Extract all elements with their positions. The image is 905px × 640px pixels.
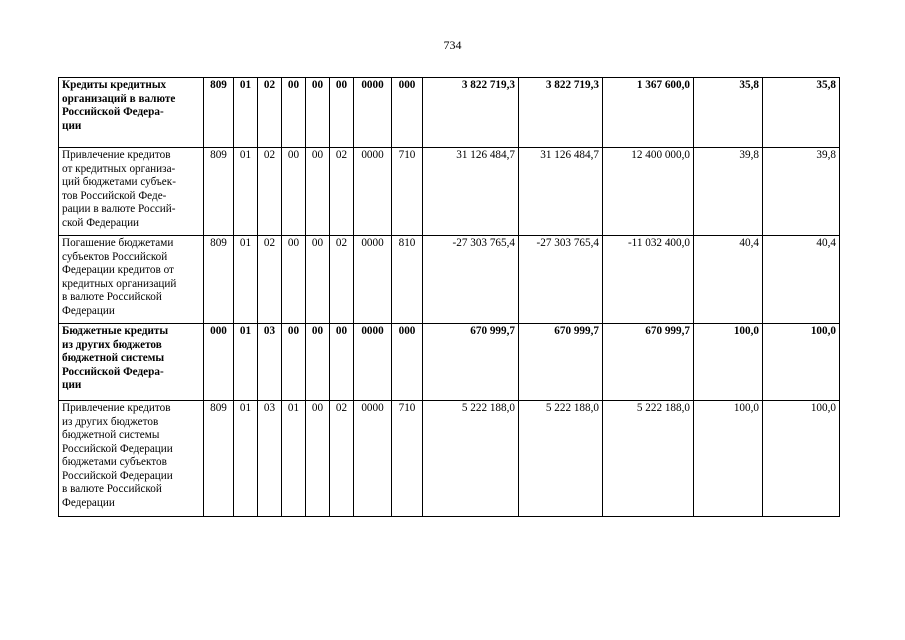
table-row [59,148,840,236]
code-group: 01 [234,401,258,517]
code-program: 0000 [354,324,392,401]
code-subgroup: 03 [258,401,282,517]
percent-col-2: 39,8 [763,148,840,236]
value-col-1: 3 822 719,3 [423,78,519,148]
value-col-2: 670 999,7 [519,324,603,401]
code-group: 01 [234,78,258,148]
code-article: 00 [282,324,306,401]
code-kosgu: 710 [392,148,423,236]
code-subgroup: 03 [258,324,282,401]
code-kosgu: 810 [392,236,423,324]
code-admin: 000 [204,324,234,401]
code-program: 0000 [354,148,392,236]
value-col-3: -11 032 400,0 [603,236,694,324]
code-admin: 809 [204,148,234,236]
code-admin: 809 [204,236,234,324]
value-col-3: 12 400 000,0 [603,148,694,236]
code-element: 02 [330,236,354,324]
value-col-3: 5 222 188,0 [603,401,694,517]
code-admin: 809 [204,401,234,517]
percent-col-2: 35,8 [763,78,840,148]
code-subgroup: 02 [258,236,282,324]
percent-col-2: 100,0 [763,401,840,517]
row-name: Погашение бюджетами субъектов Российской Федерации кредитов от кредитных организаций в валюте Российской Федерации [59,236,204,324]
percent-col-1: 40,4 [694,236,763,324]
code-kosgu: 000 [392,78,423,148]
code-group: 01 [234,324,258,401]
code-program: 0000 [354,401,392,517]
row-name: Бюджетные кредиты из других бюджетов бюджетной системы Российской Федера- ции [59,324,204,401]
table-row [59,236,840,324]
value-col-2: 3 822 719,3 [519,78,603,148]
value-col-1: 5 222 188,0 [423,401,519,517]
value-col-1: 31 126 484,7 [423,148,519,236]
code-kosgu: 000 [392,324,423,401]
value-col-2: -27 303 765,4 [519,236,603,324]
code-element: 00 [330,324,354,401]
code-program: 0000 [354,236,392,324]
code-kosgu: 710 [392,401,423,517]
value-col-3: 1 367 600,0 [603,78,694,148]
percent-col-1: 39,8 [694,148,763,236]
code-group: 01 [234,148,258,236]
code-element: 00 [330,78,354,148]
budget-table [58,77,840,517]
row-name: Привлечение кредитов из других бюджетов бюджетной системы Российской Федерации бюджетами субъектов Российской Федерации в валюте Российской Федерации [59,401,204,517]
code-article: 00 [282,78,306,148]
code-article: 00 [282,236,306,324]
table-row [59,324,840,401]
code-subarticle: 00 [306,401,330,517]
code-subarticle: 00 [306,78,330,148]
percent-col-2: 40,4 [763,236,840,324]
code-subarticle: 00 [306,148,330,236]
percent-col-1: 100,0 [694,324,763,401]
code-program: 0000 [354,78,392,148]
code-element: 02 [330,148,354,236]
table-row [59,401,840,517]
code-article: 01 [282,401,306,517]
row-name: Привлечение кредитов от кредитных организа- ций бюджетами субъек- тов Российской Феде- рации в валюте Россий- ской Федерации [59,148,204,236]
percent-col-1: 100,0 [694,401,763,517]
value-col-3: 670 999,7 [603,324,694,401]
page-number: 734 [443,38,462,52]
code-group: 01 [234,236,258,324]
code-element: 02 [330,401,354,517]
table-row [59,78,840,148]
row-name: Кредиты кредитных организаций в валюте Российской Федера- ции [59,78,204,148]
percent-col-2: 100,0 [763,324,840,401]
code-subgroup: 02 [258,78,282,148]
code-subarticle: 00 [306,324,330,401]
value-col-1: -27 303 765,4 [423,236,519,324]
code-subarticle: 00 [306,236,330,324]
code-admin: 809 [204,78,234,148]
value-col-2: 31 126 484,7 [519,148,603,236]
value-col-1: 670 999,7 [423,324,519,401]
code-article: 00 [282,148,306,236]
code-subgroup: 02 [258,148,282,236]
value-col-2: 5 222 188,0 [519,401,603,517]
percent-col-1: 35,8 [694,78,763,148]
